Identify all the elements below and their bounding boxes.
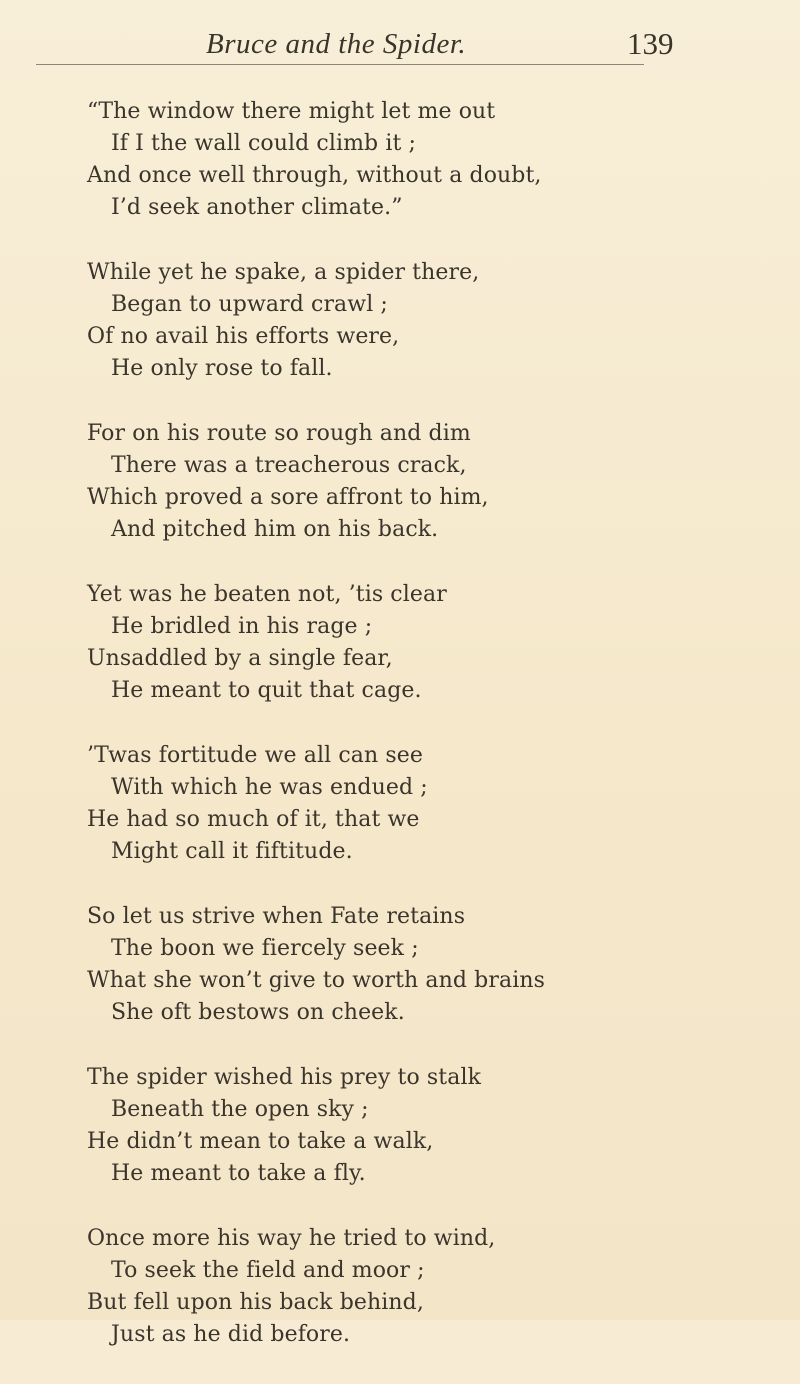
poem-line: Yet was he beaten not, ’tis clear — [87, 582, 447, 607]
poem-line: The spider wished his prey to stalk — [87, 1065, 482, 1090]
stanza — [0, 901, 800, 1029]
poem-line: Unsaddled by a single fear, — [87, 646, 393, 671]
poem-line: Beneath the open sky ; — [111, 1097, 369, 1122]
stanza — [0, 1223, 800, 1351]
poem-line: I’d seek another climate.” — [111, 195, 403, 220]
page-number: 139 — [627, 26, 674, 61]
poem-line: Once more his way he tried to wind, — [87, 1226, 496, 1251]
poem-line: He had so much of it, that we — [87, 807, 420, 832]
stanza — [0, 1062, 800, 1190]
poem-line: There was a treacherous crack, — [111, 453, 467, 478]
poem-line: But fell upon his back behind, — [87, 1290, 424, 1315]
poem-line: If I the wall could climb it ; — [111, 131, 417, 156]
poem-line: Of no avail his efforts were, — [87, 324, 400, 349]
poem-line: What she won’t give to worth and brains — [87, 968, 545, 993]
stanza — [0, 418, 800, 546]
poem-line: Just as he did before. — [111, 1322, 351, 1347]
poem-line: Which proved a sore affront to him, — [87, 485, 489, 510]
poem-line: She oft bestows on cheek. — [111, 1000, 405, 1025]
poem-line: While yet he spake, a spider there, — [87, 260, 480, 285]
header-rule — [36, 64, 644, 65]
stanza — [0, 579, 800, 707]
running-head: Bruce and the Spider. — [206, 28, 467, 60]
poem-line: ’Twas fortitude we all can see — [87, 743, 423, 768]
poem-line: Began to upward crawl ; — [111, 292, 388, 317]
poem-body — [0, 96, 800, 1384]
stanza — [0, 740, 800, 868]
poem-line: He only rose to fall. — [111, 356, 333, 381]
poem-line: He meant to take a fly. — [111, 1161, 366, 1186]
poem-line: With which he was endued ; — [111, 775, 428, 800]
poem-line: And pitched him on his back. — [111, 517, 439, 542]
poem-line: For on his route so rough and dim — [87, 421, 471, 446]
page-header — [0, 24, 800, 64]
poem-line: To seek the field and moor ; — [111, 1258, 425, 1283]
poem-line: The boon we fiercely seek ; — [111, 936, 419, 961]
poem-line: “The window there might let me out — [87, 99, 496, 124]
stanza — [0, 96, 800, 224]
poem-line: And once well through, without a doubt, — [87, 163, 542, 188]
poem-line: He didn’t mean to take a walk, — [87, 1129, 434, 1154]
poem-line: He bridled in his rage ; — [111, 614, 373, 639]
stanza — [0, 257, 800, 385]
poem-line: Might call it fiftitude. — [111, 839, 353, 864]
poem-line: He meant to quit that cage. — [111, 678, 422, 703]
poem-line: So let us strive when Fate retains — [87, 904, 466, 929]
